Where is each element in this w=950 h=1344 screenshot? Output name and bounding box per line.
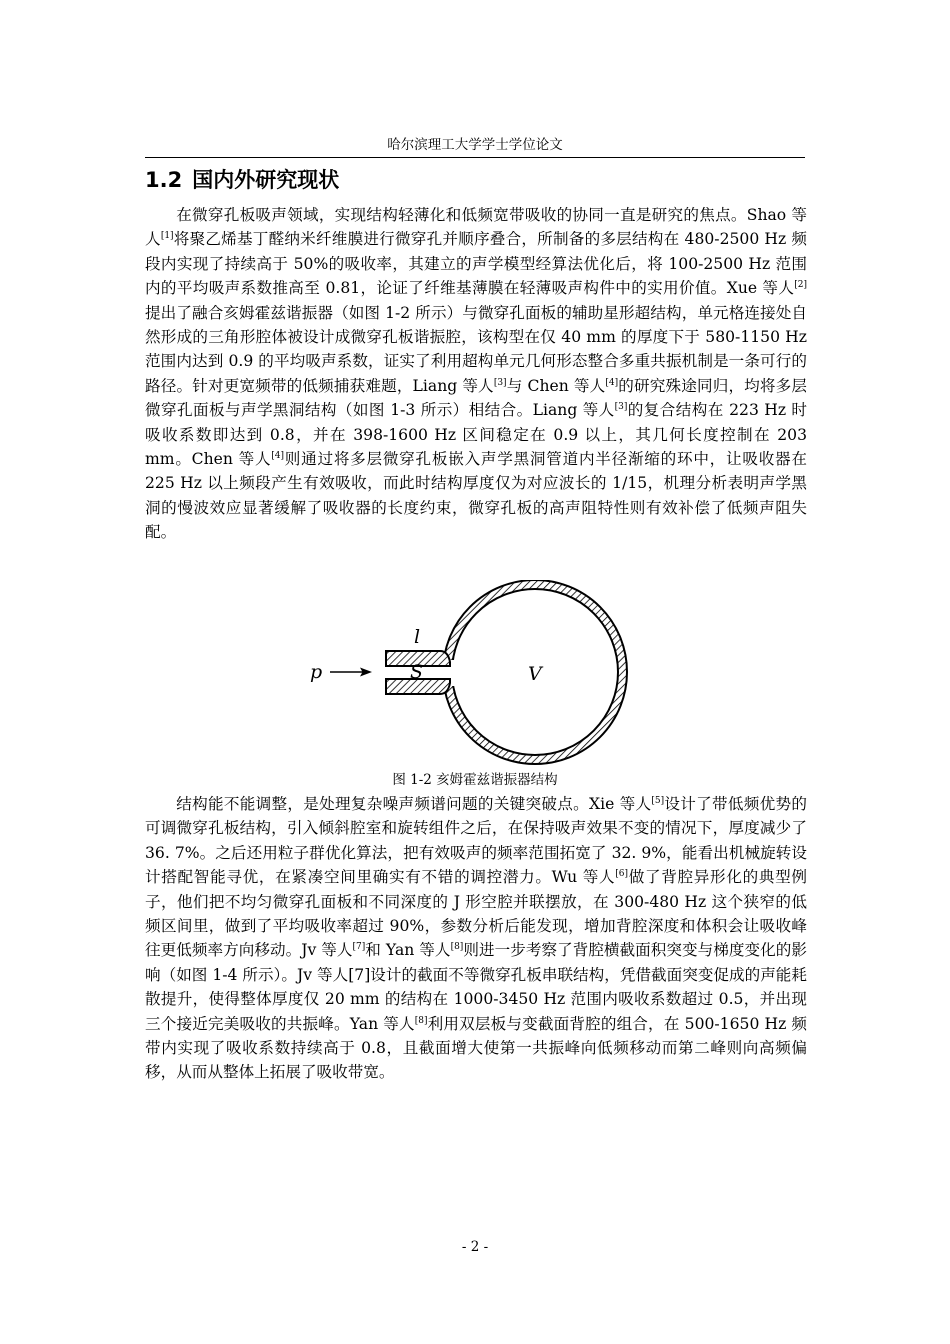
section-number: 1.2 [145, 168, 183, 192]
text-segment: 的复合结构在 223 Hz 时吸收系数即达到 0.8，并在 398-1600 Hz 区间稳定在 0.9 以上，其几何长度控制在 203 mm。Chen 等人 [145, 401, 807, 469]
citation: [1] [160, 231, 174, 242]
text-segment: 设计了带低频优势的可调微穿孔板结构，引入倾斜腔室和旋转组件之后，在保持吸声效果不变的情况下，厚度减少了 36. 7%。之后还用粒子群优化算法，把有效吸声的频率范围拓宽了 32. 9%，能看出机械旋转设计搭配智能寻优，在紧凑空间里确实有不错的调控潜力。Wu 等人 [145, 795, 807, 887]
text-segment: 结构能不能调整，是处理复杂噪声频谱问题的关键突破点。Xie 等人 [176, 795, 652, 813]
text-segment: 与 Chen 等人 [506, 376, 606, 395]
citation: [4] [271, 450, 285, 461]
citation: [5] [651, 795, 665, 806]
helmholtz-resonator-figure [290, 580, 660, 770]
citation: [8] [414, 1015, 428, 1026]
page-number: - 2 - [461, 1239, 489, 1255]
text-segment: 和 Yan 等人 [365, 941, 451, 960]
text-segment: 在微穿孔板吸声领域，实现结构轻薄化和低频宽带吸收的协同一直是研究的焦点。Shao 等人 [145, 206, 807, 249]
running-header-title: 哈尔滨理工大学学士学位论文 [387, 137, 563, 153]
label-v: V [528, 663, 542, 685]
citation: [3] [493, 377, 507, 388]
paragraph-1 [145, 203, 807, 545]
text-segment: 提出了融合亥姆霍兹谐振器（如图 1-2 所示）与微穿孔面板的辅助星形超结构，单元格连接处自然形成的三角形腔体被设计成微穿孔板谐振腔，该构型在仅 40 mm 的厚度下于 580-1150 Hz 范围内达到 0.9 的平均吸声系数，证实了利用超构单元几何形态整合多重共振机制是一条可行的路径。针对更宽频带的低频捕获难题，Liang 等人 [145, 303, 807, 395]
text-segment: 利用双层板与变截面背腔的组合，在 500-1650 Hz 频带内实现了吸收系数持续高于 0.8，且截面增大使第一共振峰向低频移动而第二峰则向高频偏移，从而从整体上拓展了吸收带宽。 [145, 1014, 807, 1082]
citation: [7] [352, 942, 366, 953]
citation: [2] [794, 280, 807, 291]
citation: [6] [615, 869, 629, 880]
text-segment: 做了背腔异形化的典型例子，他们把不均匀微穿孔面板和不同深度的 J 形空腔并联摆放，在 300-480 Hz 这个狭窄的低频区间里，做到了平均吸收率超过 90%，参数分析后能发现，增加背腔深度和体积会让吸收峰往更低频率方向移动。Jv 等人 [145, 868, 807, 960]
helmholtz-resonator-diagram [290, 580, 660, 770]
text-segment: 的研究殊途同归，均将多层微穿孔面板与声学黑洞结构（如图 1-3 所示）相结合。Liang 等人 [145, 376, 807, 420]
citation: [3] [614, 402, 628, 413]
text-segment: 则通过将多层微穿孔板嵌入声学黑洞管道内半径渐缩的环中，让吸收器在 225 Hz 以上频段产生有效吸收，而此时结构厚度仅为对应波长的 1/15，机理分析表明声学黑洞的慢波效应显著缓解了吸收器的长度约束，微穿孔板的高声阻特性则有效补偿了低频声阻失配。 [145, 450, 807, 542]
section-heading [145, 166, 339, 194]
citation: [4] [605, 377, 619, 388]
text-segment: 将聚乙烯基丁醛纳米纤维膜进行微穿孔并顺序叠合，所制备的多层结构在 480-2500 Hz 频段内实现了持续高于 50%的吸收率，其建立的声学模型经算法优化后，将 100-2500 Hz 范围内的平均吸声系数推高至 0.81，论证了纤维基薄膜在轻薄吸声构件中的实用价值。Xue 等人 [145, 230, 807, 298]
figure-caption: 图 1-2 亥姆霍兹谐振器结构 [392, 772, 558, 788]
label-p: p [310, 661, 323, 683]
text-segment: 则进一步考察了背腔横截面积突变与梯度变化的影响（如图 1-4 所示）。Jv 等人[7]设计的截面不等微穿孔板串联结构，凭借截面突变促成的声能耗散提升，使得整体厚度仅 20 mm 的结构在 1000-3450 Hz 范围内吸收系数超过 0.5，并出现三个接近完美吸收的共振峰。Yan 等人 [145, 941, 807, 1033]
label-l: l [414, 626, 421, 648]
running-header [145, 136, 805, 158]
section-title: 国内外研究现状 [192, 168, 340, 192]
citation: [8] [450, 942, 464, 953]
paragraph-2 [145, 792, 807, 1085]
label-s: S [410, 661, 424, 683]
